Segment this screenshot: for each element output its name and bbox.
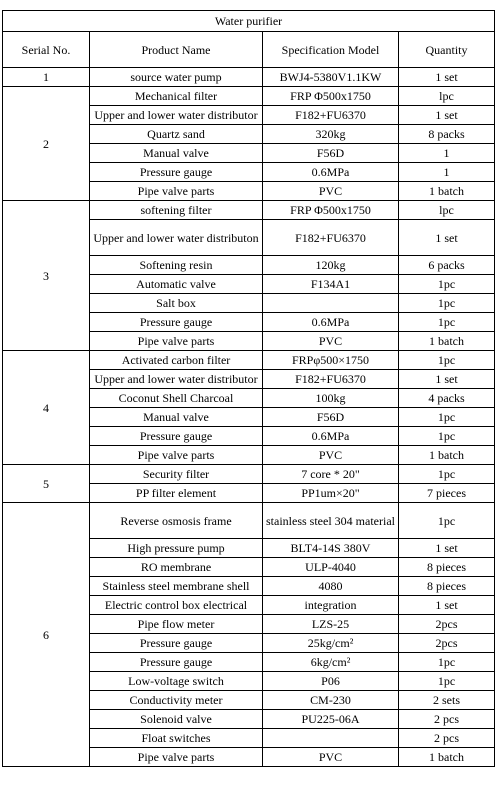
quantity-cell: 1pc [399, 465, 495, 484]
product-cell: Activated carbon filter [90, 351, 263, 370]
product-cell: Upper and lower water distributor [90, 106, 263, 125]
product-cell: Softening resin [90, 256, 263, 275]
product-cell: Pressure gauge [90, 163, 263, 182]
product-cell: Pressure gauge [90, 634, 263, 653]
table-row [3, 503, 495, 539]
product-cell: Float switches [90, 729, 263, 748]
quantity-cell: 1 set [399, 106, 495, 125]
product-cell: Automatic valve [90, 275, 263, 294]
quantity-cell: 6 packs [399, 256, 495, 275]
quantity-cell: 1 batch [399, 332, 495, 351]
serial-cell: 4 [3, 351, 90, 465]
quantity-cell: 1 [399, 144, 495, 163]
serial-cell: 6 [3, 503, 90, 767]
spec-cell: 4080 [263, 577, 399, 596]
quantity-cell: 1 set [399, 68, 495, 87]
product-cell: Pipe valve parts [90, 182, 263, 201]
spec-cell: PU225-06A [263, 710, 399, 729]
spec-cell: F56D [263, 144, 399, 163]
quantity-cell: lpc [399, 201, 495, 220]
spec-cell: F182+FU6370 [263, 220, 399, 256]
spec-cell: PVC [263, 446, 399, 465]
product-cell: Mechanical filter [90, 87, 263, 106]
quantity-cell: 8 pieces [399, 577, 495, 596]
table-title: Water purifier [3, 11, 495, 32]
spec-cell: CM-230 [263, 691, 399, 710]
spec-cell: 7 core * 20" [263, 465, 399, 484]
spec-cell: 0.6MPa [263, 163, 399, 182]
quantity-cell: lpc [399, 87, 495, 106]
quantity-cell: 2 pcs [399, 710, 495, 729]
quantity-cell: 8 packs [399, 125, 495, 144]
spec-cell: 0.6MPa [263, 313, 399, 332]
spec-cell: FRPφ500×1750 [263, 351, 399, 370]
quantity-cell: 1pc [399, 351, 495, 370]
spec-cell [263, 294, 399, 313]
quantity-cell: 1 [399, 163, 495, 182]
spec-cell: PVC [263, 748, 399, 767]
serial-cell: 3 [3, 201, 90, 351]
product-cell: Low-voltage switch [90, 672, 263, 691]
spec-cell: 6kg/cm² [263, 653, 399, 672]
product-cell: Upper and lower water distributon [90, 220, 263, 256]
spec-cell: 0.6MPa [263, 427, 399, 446]
header-quantity: Quantity [399, 32, 495, 68]
product-cell: Stainless steel membrane shell [90, 577, 263, 596]
quantity-cell: 1pc [399, 275, 495, 294]
spec-cell: FRP Φ500x1750 [263, 201, 399, 220]
quantity-cell: 1 set [399, 370, 495, 389]
product-cell: Pressure gauge [90, 427, 263, 446]
spec-cell [263, 729, 399, 748]
quantity-cell: 1pc [399, 672, 495, 691]
spec-cell: BWJ4-5380V1.1KW [263, 68, 399, 87]
spec-cell: integration [263, 596, 399, 615]
quantity-cell: 8 pieces [399, 558, 495, 577]
serial-cell: 1 [3, 68, 90, 87]
table-body [3, 68, 495, 767]
quantity-cell: 7 pieces [399, 484, 495, 503]
header-serial: Serial No. [3, 32, 90, 68]
spec-cell: ULP-4040 [263, 558, 399, 577]
table-row [3, 87, 495, 106]
quantity-cell: 1 set [399, 539, 495, 558]
quantity-cell: 1pc [399, 408, 495, 427]
quantity-cell: 4 packs [399, 389, 495, 408]
spec-cell: F134A1 [263, 275, 399, 294]
quantity-cell: 1 batch [399, 182, 495, 201]
spec-cell: 320kg [263, 125, 399, 144]
product-cell: Conductivity meter [90, 691, 263, 710]
table-row [3, 465, 495, 484]
product-cell: Coconut Shell Charcoal [90, 389, 263, 408]
header-specification-model: Specification Model [263, 32, 399, 68]
product-cell: Pressure gauge [90, 313, 263, 332]
serial-cell: 5 [3, 465, 90, 503]
spec-cell: PVC [263, 332, 399, 351]
spec-cell: F56D [263, 408, 399, 427]
spec-cell: F182+FU6370 [263, 106, 399, 125]
product-cell: Reverse osmosis frame [90, 503, 263, 539]
quantity-cell: 1pc [399, 653, 495, 672]
product-cell: Electric control box electrical [90, 596, 263, 615]
product-cell: Manual valve [90, 408, 263, 427]
spec-cell: stainless steel 304 material [263, 503, 399, 539]
product-cell: Quartz sand [90, 125, 263, 144]
spec-cell: PP1um×20" [263, 484, 399, 503]
quantity-cell: 1 batch [399, 748, 495, 767]
water-purifier-table [2, 10, 495, 767]
product-cell: PP filter element [90, 484, 263, 503]
product-cell: Pipe valve parts [90, 332, 263, 351]
spec-cell: PVC [263, 182, 399, 201]
product-cell: softening filter [90, 201, 263, 220]
quantity-cell: 1 set [399, 596, 495, 615]
product-cell: Manual valve [90, 144, 263, 163]
product-cell: Pipe valve parts [90, 748, 263, 767]
quantity-cell: 2 sets [399, 691, 495, 710]
product-cell: Salt box [90, 294, 263, 313]
product-cell: Upper and lower water distributor [90, 370, 263, 389]
product-cell: Pipe valve parts [90, 446, 263, 465]
quantity-cell: 1 set [399, 220, 495, 256]
spec-cell: F182+FU6370 [263, 370, 399, 389]
quantity-cell: 2pcs [399, 634, 495, 653]
spec-cell: BLT4-14S 380V [263, 539, 399, 558]
quantity-cell: 1pc [399, 503, 495, 539]
spec-cell: 100kg [263, 389, 399, 408]
quantity-cell: 1pc [399, 294, 495, 313]
product-cell: Pressure gauge [90, 653, 263, 672]
quantity-cell: 2 pcs [399, 729, 495, 748]
spec-cell: FRP Φ500x1750 [263, 87, 399, 106]
product-cell: Security filter [90, 465, 263, 484]
product-cell: Pipe flow meter [90, 615, 263, 634]
quantity-cell: 1 batch [399, 446, 495, 465]
serial-cell: 2 [3, 87, 90, 201]
product-cell: High pressure pump [90, 539, 263, 558]
quantity-cell: 2pcs [399, 615, 495, 634]
table-row [3, 201, 495, 220]
product-cell: RO membrane [90, 558, 263, 577]
product-cell: source water pump [90, 68, 263, 87]
header-product-name: Product Name [90, 32, 263, 68]
table-row [3, 351, 495, 370]
quantity-cell: 1pc [399, 313, 495, 332]
spec-cell: P06 [263, 672, 399, 691]
table-row [3, 68, 495, 87]
spec-cell: 120kg [263, 256, 399, 275]
spec-cell: LZS-25 [263, 615, 399, 634]
product-cell: Solenoid valve [90, 710, 263, 729]
spec-cell: 25kg/cm² [263, 634, 399, 653]
quantity-cell: 1pc [399, 427, 495, 446]
